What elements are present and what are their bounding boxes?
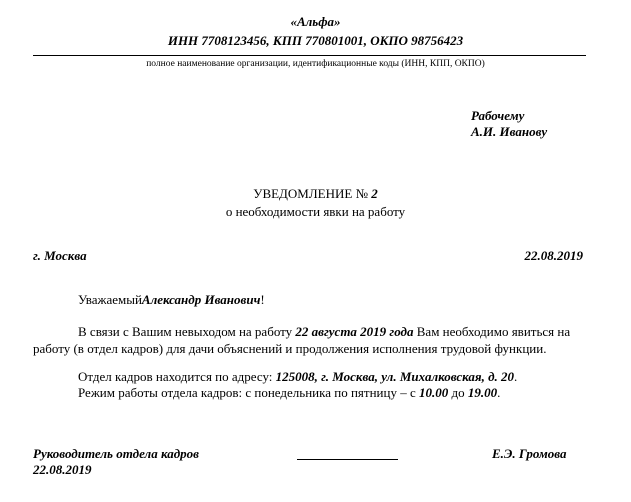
recipient-line-2: А.И. Иванову: [471, 124, 548, 139]
document-place: г. Москва: [33, 248, 87, 263]
title-number: 2: [371, 186, 378, 201]
org-caption: полное наименование организации, идентификационные коды (ИНН, КПП, ОКПО): [146, 59, 485, 69]
paragraph-1-line-2: работу (в отдел кадров) для дачи объяснений и продолжения исполнения трудовой функции.: [33, 341, 547, 356]
signatory-name: Е.Э. Громова: [492, 446, 567, 461]
org-codes: ИНН 7708123456, КПП 770801001, ОКПО 98756423: [167, 33, 464, 48]
address-prefix: Отдел кадров находится по адресу:: [78, 369, 276, 384]
hours-suffix: .: [497, 385, 501, 400]
document-title: [0, 186, 631, 202]
recipient-line-1: Рабочему: [471, 108, 525, 123]
p1-date: 22 августа 2019 года: [295, 324, 414, 339]
signature-date: 22.08.2019: [33, 462, 92, 477]
signature-line: [297, 459, 398, 460]
hours-prefix: Режим работы отдела кадров: с понедельника по пятницу – с: [78, 385, 419, 400]
hours-from: 10.00: [418, 385, 449, 400]
title-prefix: УВЕДОМЛЕНИЕ №: [253, 186, 372, 201]
header-divider: [33, 55, 586, 56]
p1-part1: В связи с Вашим невыходом на работу: [78, 324, 296, 339]
signatory-position: Руководитель отдела кадров: [33, 446, 199, 461]
hours-to: 19.00: [467, 385, 498, 400]
org-name: «Альфа»: [290, 14, 341, 29]
greeting-prefix: Уважаемый: [78, 292, 142, 307]
greeting-suffix: !: [260, 292, 265, 307]
address-suffix: .: [514, 369, 518, 384]
greeting-name: Александр Иванович: [141, 292, 261, 307]
hours-mid: до: [448, 385, 468, 400]
p1-part2: Вам необходимо явиться на: [413, 324, 571, 339]
document-date: 22.08.2019: [524, 248, 583, 263]
greeting: [78, 292, 265, 308]
paragraph-1-line-1: [78, 324, 570, 340]
address-value: 125008, г. Москва, ул. Михалковская, д. 20: [275, 369, 515, 384]
document-subtitle: о необходимости явки на работу: [225, 204, 406, 219]
hours-line: [78, 385, 500, 401]
address-line: [78, 369, 517, 385]
